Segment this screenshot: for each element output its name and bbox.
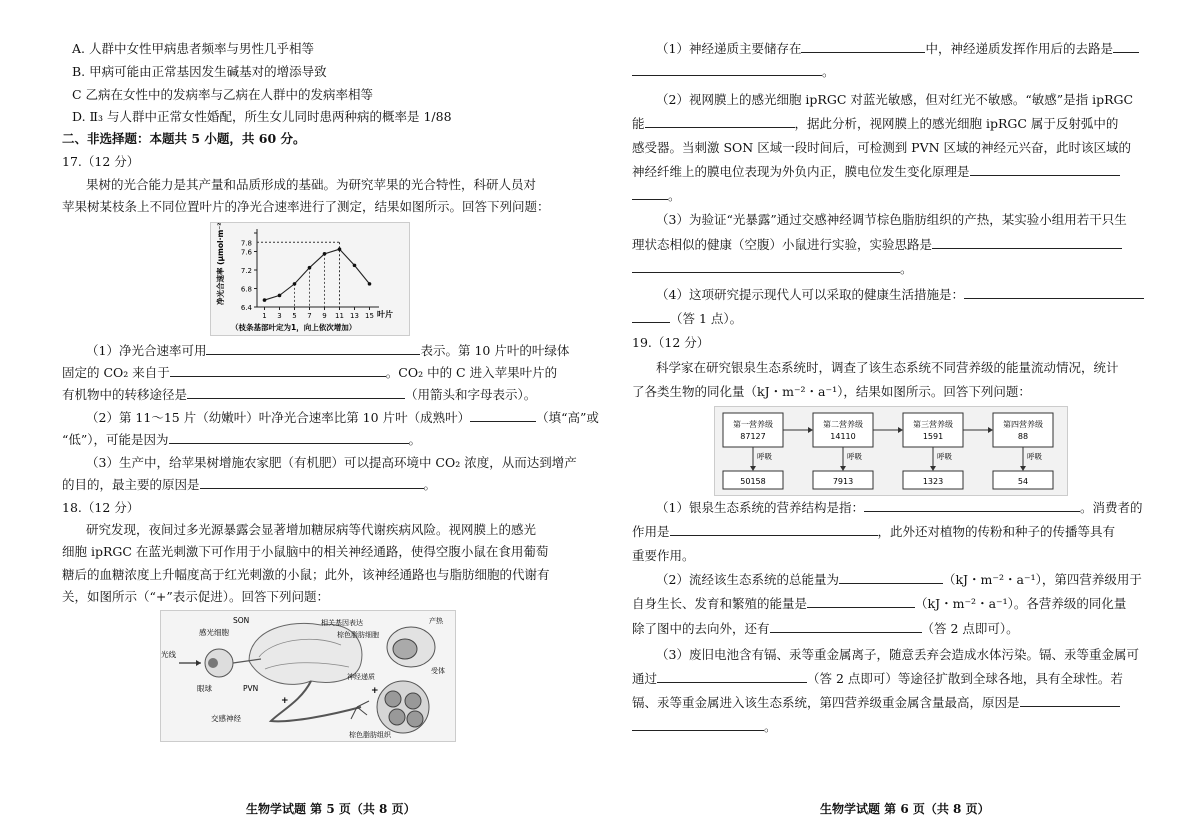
- arrowhead-icon: [930, 466, 936, 471]
- x-tick-label: 1: [262, 312, 267, 320]
- y-axis-label: 净光合速率 (μmol·m⁻²·s⁻¹): [216, 223, 225, 305]
- q17-1-line1: （1）净光合速率可用 表示。第 10 片叶的叶绿体: [86, 343, 570, 358]
- q18-4-line2: （答 1 点）。: [632, 310, 742, 328]
- q18-2-line5: 。: [632, 187, 681, 205]
- respiration-value: 50158: [740, 477, 766, 486]
- data-point: [353, 264, 357, 268]
- data-point: [368, 282, 372, 286]
- x-tick-label: 15: [365, 312, 374, 320]
- option-b: B. 甲病可能由正常基因发生碱基对的增添导致: [72, 64, 327, 79]
- y-tick-label: 7.6: [240, 248, 252, 257]
- answer-blank[interactable]: [864, 499, 1080, 512]
- q18-2-line1: （2）视网膜上的感光细胞 ipRGC 对蓝光敏感，但对红光不敏感。“敏感”是指 ipRGC: [656, 92, 1134, 107]
- q19-2-line1: （2）流经该生态系统的总能量为 （kJ・m⁻²・a⁻¹），第四营养级用于: [656, 572, 1142, 587]
- trophic-level-value: 88: [1017, 432, 1029, 441]
- q18-1-line2: 。: [632, 63, 835, 81]
- gene-label: 相关基因表达: [321, 619, 363, 627]
- arrowhead-icon: [196, 660, 201, 666]
- q18-heading: 18.（12 分）: [62, 500, 140, 515]
- trophic-level-value: 14110: [830, 432, 856, 441]
- q18-intro-4: 关，如图所示（“+”表示促进）。回答下列问题：: [62, 589, 330, 604]
- answer-blank[interactable]: [187, 386, 405, 399]
- q17-intro-1: 果树的光合能力是其产量和品质形成的基础。为研究苹果的光合特性，科研人员对: [86, 177, 537, 192]
- q17-1-line2: 固定的 CO₂ 来自于 。CO₂ 中的 C 进入苹果叶片的: [62, 365, 558, 380]
- y-tick-label: 7.2: [240, 267, 252, 275]
- light-label: 光线: [161, 650, 176, 659]
- answer-blank[interactable]: [807, 595, 915, 608]
- son-label: SON: [233, 616, 250, 625]
- q19-1-line2: 作用是 ，此外还对植物的传粉和种子的传播等具有: [632, 524, 1116, 539]
- answer-blank[interactable]: [1020, 694, 1120, 707]
- arrowhead-icon: [750, 466, 756, 471]
- section-heading: 二、非选择题：本题共 5 小题，共 60 分。: [62, 131, 306, 146]
- answer-blank[interactable]: [632, 63, 822, 76]
- option-c: C 乙病在女性中的发病率与乙病在人群中的发病率相等: [72, 87, 374, 102]
- answer-blank[interactable]: [770, 620, 922, 633]
- answer-blank[interactable]: [632, 718, 764, 731]
- answer-blank[interactable]: [470, 409, 536, 422]
- q19-3-line3: 镉、汞等重金属进入该生态系统，第四营养级重金属含量最高，原因是: [632, 694, 1120, 712]
- q19-intro-1: 科学家在研究银泉生态系统时，调查了该生态系统不同营养级的能量流动情况，统计: [656, 360, 1119, 375]
- x-tick-label: 13: [350, 312, 359, 320]
- answer-blank[interactable]: [964, 286, 1144, 299]
- neural-pathway-diagram: [161, 611, 455, 741]
- q18-2-line2: 能 ，据此分析，视网膜上的感光细胞 ipRGC 属于反射弧中的: [632, 116, 1119, 131]
- pvn-label: PVN: [243, 684, 259, 693]
- q18-intro-2: 细胞 ipRGC 在蓝光刺激下可作用于小鼠脑中的相关神经通路，使得空腹小鼠在食用葡萄: [62, 544, 549, 559]
- data-point: [293, 282, 297, 286]
- fat-cell: [385, 691, 401, 707]
- respiration-label: 呼吸: [847, 452, 862, 461]
- neural-pathway-figure: [160, 610, 456, 742]
- x-axis-label: 叶片: [377, 310, 393, 319]
- answer-blank[interactable]: [670, 523, 878, 536]
- q19-3-line2: 通过 （答 2 点即可）等途径扩散到全球各地，具有全球性。若: [632, 671, 1123, 686]
- q19-intro-2: 了各类生物的同化量（kJ・m⁻²・a⁻¹），结果如图所示。回答下列问题：: [632, 384, 1031, 399]
- answer-blank[interactable]: [206, 342, 420, 355]
- page-footer: 生物学试题 第 5 页（共 8 页）: [246, 802, 416, 816]
- q18-3-line2: 理状态相似的健康（空腹）小鼠进行实验，实验思路是: [632, 236, 1122, 254]
- q19-1-line3: 重要作用。: [632, 548, 695, 563]
- q17-heading: 17.（12 分）: [62, 154, 140, 169]
- option-d: D. Ⅱ₃ 与人群中正常女性婚配，所生女儿同时患两种病的概率是 1/88: [72, 109, 452, 124]
- x-tick-label: 7: [307, 312, 312, 320]
- page-footer: 生物学试题 第 6 页（共 8 页）: [820, 802, 990, 816]
- answer-blank[interactable]: [932, 236, 1122, 249]
- q18-1-line1: （1）神经递质主要储存在 中，神经递质发挥作用后的去路是: [656, 40, 1139, 58]
- receptor-label: 受体: [431, 667, 445, 675]
- y-tick-label: 6.8: [240, 285, 252, 294]
- answer-blank[interactable]: [632, 260, 900, 273]
- trophic-level-value: 87127: [740, 432, 766, 441]
- arrowhead-icon: [898, 427, 903, 433]
- trophic-level-box: [813, 413, 873, 447]
- answer-blank[interactable]: [632, 310, 670, 323]
- q17-intro-2: 苹果树某枝条上不同位置叶片的净光合速率进行了测定，结果如图所示。回答下列问题：: [62, 199, 550, 214]
- page-5: [62, 0, 599, 833]
- q18-2-line3: 感受器。当刺激 SON 区域一段时间后，可检测到 PVN 区域的神经元兴奋，此时该区域的: [632, 140, 1132, 155]
- brown-fat-tissue: [377, 681, 429, 733]
- answer-blank[interactable]: [200, 476, 424, 489]
- photoreceptor-label: 感光细胞: [199, 628, 229, 637]
- energy-flow-diagram: [714, 406, 1068, 496]
- option-a: A. 人群中女性甲病患者频率与男性几乎相等: [72, 41, 314, 56]
- photosynthesis-chart: [211, 223, 409, 335]
- trophic-level-box: [723, 413, 783, 447]
- y-tick-label: 6.4: [240, 304, 252, 312]
- x-tick-label: 9: [322, 312, 327, 320]
- q19-2-line3: 除了图中的去向外，还有 （答 2 点即可）。: [632, 621, 1019, 636]
- energy-flow-svg: [715, 407, 1067, 495]
- q17-2-line1: （2）第 11～15 片（幼嫩叶）叶净光合速率比第 10 片叶（成熟叶） （填“高”或: [86, 410, 599, 425]
- x-tick-label: 5: [292, 312, 297, 320]
- plus-sign: +: [371, 686, 379, 696]
- eye-label: 眼球: [197, 684, 212, 693]
- trophic-level-name: 第一营养级: [733, 420, 773, 429]
- q17-2-line2: “低”），可能是因为 。: [62, 432, 422, 447]
- trophic-level-value: 1591: [922, 432, 944, 441]
- answer-blank[interactable]: [970, 163, 1120, 176]
- respiration-label: 呼吸: [937, 452, 952, 461]
- sympathetic-label: 交感神经: [211, 714, 241, 723]
- q18-3-line1: （3）为验证“光暴露”通过交感神经调节棕色脂肪组织的产热，某实验小组用若干只生: [656, 212, 1127, 227]
- answer-blank[interactable]: [169, 431, 409, 444]
- transmitter-label: 神经递质: [347, 673, 375, 681]
- neuron-icon: [351, 701, 369, 719]
- respiration-value: 1323: [922, 477, 944, 486]
- q19-3-line1: （3）废旧电池含有镉、汞等重金属离子，随意丢弃会造成水体污染。镉、汞等重金属可: [656, 647, 1139, 662]
- brown-cell-label: 棕色脂肪细胞: [337, 631, 379, 639]
- chart-caption: （枝条基部叶定为1，向上依次增加）: [231, 323, 357, 332]
- data-point: [323, 252, 327, 256]
- fat-cell: [407, 711, 423, 727]
- respiration-value: 54: [1017, 477, 1029, 486]
- q18-intro-3: 糖后的血糖浓度上升幅度高于红光刺激的小鼠；此外，该神经通路也与脂肪细胞的代谢有: [62, 567, 550, 582]
- nucleus-icon: [393, 639, 417, 659]
- page-6: [632, 0, 1152, 833]
- answer-blank[interactable]: [801, 40, 925, 53]
- pupil-icon: [208, 658, 218, 668]
- q18-intro-1: 研究发现，夜间过多光源暴露会显著增加糖尿病等代谢疾病风险。视网膜上的感光: [86, 522, 537, 537]
- q18-4-line1: （4）这项研究提示现代人可以采取的健康生活措施是：: [656, 286, 1144, 304]
- arrowhead-icon: [988, 427, 993, 433]
- trophic-level-box: [903, 413, 963, 447]
- x-tick-label: 11: [335, 312, 344, 320]
- q19-3-line4: 。: [632, 718, 777, 736]
- heat-label: 产热: [429, 617, 443, 625]
- q19-1-line1: （1）银泉生态系统的营养结构是指： 。消费者的: [656, 500, 1143, 515]
- respiration-label: 呼吸: [757, 452, 772, 461]
- chart-figure: [210, 222, 410, 336]
- fat-cell: [405, 693, 421, 709]
- brown-tissue-label: 棕色脂肪组织: [349, 731, 391, 739]
- q19-2-line2: 自身生长、发育和繁殖的能量是 （kJ・m⁻²・a⁻¹）。各营养级的同化量: [632, 596, 1127, 611]
- respiration-value: 7913: [832, 477, 854, 486]
- answer-blank[interactable]: [839, 571, 943, 584]
- q19-heading: 19.（12 分）: [632, 335, 710, 350]
- data-point: [278, 294, 282, 298]
- trophic-level-name: 第二营养级: [823, 420, 863, 429]
- answer-blank[interactable]: [632, 187, 668, 200]
- answer-blank[interactable]: [1113, 40, 1139, 53]
- q18-2-line4: 神经纤维上的膜电位表现为外负内正，膜电位发生变化原理是: [632, 163, 1120, 181]
- respiration-label: 呼吸: [1027, 452, 1042, 461]
- fat-cell: [389, 709, 405, 725]
- series-line: [265, 249, 370, 300]
- arrowhead-icon: [840, 466, 846, 471]
- trophic-level-name: 第三营养级: [913, 420, 953, 429]
- q17-3-line2: 的目的，最主要的原因是 。: [62, 477, 437, 492]
- answer-blank[interactable]: [645, 115, 795, 128]
- plus-sign: +: [281, 696, 289, 706]
- arrowhead-icon: [808, 427, 813, 433]
- answer-blank[interactable]: [170, 364, 386, 377]
- peak-label: 7.8: [240, 239, 252, 248]
- data-point: [308, 266, 312, 270]
- q17-1-line3: 有机物中的转移途径是 （用箭头和字母表示）。: [62, 387, 537, 402]
- q17-3-line1: （3）生产中，给苹果树增施农家肥（有机肥）可以提高环境中 CO₂ 浓度，从而达到增产: [86, 455, 577, 470]
- arrowhead-icon: [1020, 466, 1026, 471]
- data-point: [338, 247, 342, 251]
- q18-3-line3: 。: [632, 260, 913, 278]
- x-tick-label: 3: [277, 312, 282, 320]
- data-point: [263, 298, 267, 302]
- trophic-level-box: [993, 413, 1053, 447]
- answer-blank[interactable]: [657, 670, 807, 683]
- trophic-level-name: 第四营养级: [1003, 420, 1043, 429]
